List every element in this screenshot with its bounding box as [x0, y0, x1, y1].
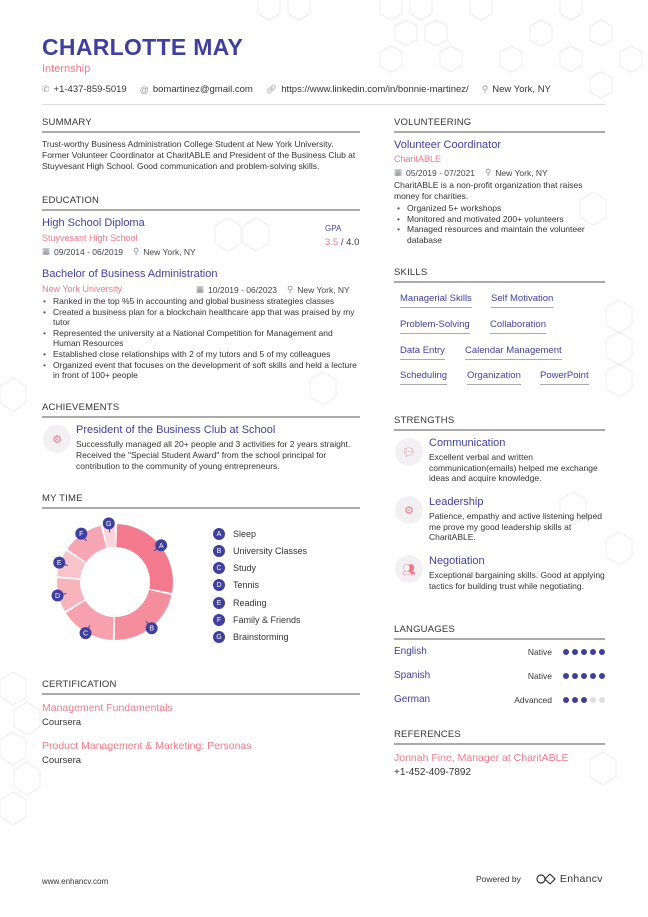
education-degree: Bachelor of Business Administration	[42, 268, 218, 280]
location-pin-icon: ⚲	[485, 167, 492, 177]
contact-email[interactable]	[140, 84, 253, 95]
skill-tag: Self Motivation	[491, 293, 553, 308]
legend-label: Tennis	[233, 580, 260, 590]
location-pin-icon: ⚲	[133, 246, 140, 256]
donut-label: C	[83, 630, 89, 638]
language-row	[394, 646, 605, 657]
skills-heading: SKILLS	[394, 267, 605, 283]
level-dot-filled	[599, 673, 605, 679]
list-item: • Established close relationships with 2 of my tutors and 5 of my colleagues	[42, 349, 360, 360]
location-text: New York, NY	[492, 84, 551, 95]
gpa-value: 3.5 / 4.0	[325, 237, 360, 248]
language-dots	[560, 649, 605, 655]
footer-powered	[476, 873, 603, 885]
legend-item	[213, 631, 289, 643]
brand-text: Enhancv	[559, 873, 603, 885]
phone-text: +1-437-859-5019	[53, 84, 127, 95]
list-item: • Managed resources and maintain the volunteer database	[396, 224, 605, 245]
level-dot-filled	[599, 649, 605, 655]
strength-text: Excellent verbal and written communication(emails) helped me exchange ideas and acquire knowledge.	[429, 452, 598, 483]
education-meta	[42, 246, 196, 257]
link-icon: 🔗︎	[265, 84, 278, 94]
achievement-title: President of the Business Club at School	[76, 424, 276, 436]
email-text: bomartinez@gmail.com	[152, 84, 253, 95]
summary-heading: SUMMARY	[42, 117, 360, 133]
gpa-score: 3.5	[325, 237, 339, 248]
gpa-label: GPA	[325, 224, 342, 233]
skill-tag: Organization	[467, 370, 521, 385]
legend-item	[213, 614, 301, 626]
legend-key: C	[213, 562, 225, 574]
gpa-max: 4.0	[346, 237, 360, 248]
contact-bar	[42, 84, 564, 95]
calendar-icon: ▦	[42, 246, 51, 256]
level-dot-filled	[581, 697, 587, 703]
donut-slice-B	[115, 590, 172, 640]
skill-tag: Managerial Skills	[400, 293, 472, 308]
education-heading: EDUCATION	[42, 195, 360, 211]
legend-item	[213, 545, 307, 557]
level-dot-filled	[590, 649, 596, 655]
skill-tag: Problem-Solving	[400, 319, 470, 334]
level-dot-empty	[599, 697, 605, 703]
legend-item	[213, 562, 256, 574]
contact-phone[interactable]	[42, 84, 127, 95]
donut-label: E	[56, 560, 62, 568]
language-row	[394, 694, 605, 705]
volunteering-heading: VOLUNTEERING	[394, 117, 605, 133]
my-time-heading: MY TIME	[42, 493, 360, 509]
language-name: Spanish	[394, 670, 431, 681]
language-level: Native	[527, 670, 552, 681]
level-dot-filled	[581, 673, 587, 679]
skill-tag: Scheduling	[400, 370, 447, 385]
list-item: • Represented the university at a National Competition for Management and Human Resources	[42, 328, 360, 349]
level-dot-filled	[590, 673, 596, 679]
language-row	[394, 670, 605, 681]
level-dot-empty	[590, 697, 596, 703]
education-meta	[196, 284, 350, 295]
reference-name: Jonnah Fine, Manager at CharitABLE	[394, 752, 569, 764]
level-dot-filled	[572, 697, 578, 703]
language-level: Advanced	[514, 694, 552, 705]
donut-label: D	[55, 593, 61, 601]
phone-icon: ✆	[42, 84, 50, 94]
donut-slice-A	[116, 524, 173, 593]
certification-title: Product Management & Marketing: Personas	[42, 740, 252, 752]
strengths-heading: STRENGTHS	[394, 415, 605, 431]
calendar-icon: ▦	[196, 284, 205, 294]
legend-key: E	[213, 597, 225, 609]
volunteering-description: CharitABLE is a non-profit organization that raises money for charities.	[394, 180, 583, 201]
education-degree: High School Diploma	[42, 217, 145, 229]
candidate-name: CHARLOTTE MAY	[42, 34, 244, 60]
level-dot-filled	[563, 697, 569, 703]
volunteering-bullets	[396, 203, 605, 245]
education-location: New York, NY	[297, 284, 350, 295]
legend-label: Study	[233, 563, 257, 573]
education-school: Stuyvesant High School	[42, 233, 138, 243]
location-pin-icon: ⚲	[287, 284, 294, 294]
contact-link[interactable]	[266, 84, 469, 95]
certification-title: Management Fundamentals	[42, 702, 173, 714]
calendar-icon: ▦	[394, 167, 403, 177]
chat-icon: 💬︎	[395, 438, 423, 466]
certification-issuer: Coursera	[42, 717, 82, 728]
language-dots	[560, 673, 605, 679]
language-dots	[560, 697, 605, 703]
donut-label: A	[158, 542, 164, 550]
candidate-role: Internship	[42, 63, 91, 75]
level-dot-filled	[572, 649, 578, 655]
achievements-heading: ACHIEVEMENTS	[42, 402, 360, 418]
reference-phone: +1-452-409-7892	[394, 767, 472, 778]
level-dot-filled	[563, 673, 569, 679]
certification-issuer: Coursera	[42, 755, 82, 766]
legend-label: Brainstorming	[233, 632, 289, 642]
language-name: German	[394, 694, 431, 705]
level-dot-filled	[581, 649, 587, 655]
language-name: English	[394, 646, 427, 657]
skill-tag: PowerPoint	[540, 370, 589, 385]
education-dates: 10/2019 - 06/2023	[208, 284, 278, 295]
donut-label: B	[149, 625, 155, 633]
certification-heading: CERTIFICATION	[42, 679, 360, 695]
legend-key: F	[213, 614, 225, 626]
volunteering-location: New York, NY	[495, 167, 548, 178]
legend-label: University Classes	[233, 546, 308, 556]
volunteering-meta	[394, 167, 548, 178]
legend-item	[213, 597, 267, 609]
list-item: • Created a business plan for a blockchain healthcare app that was praised by my tutor	[42, 307, 360, 328]
powered-by-text: Powered by	[476, 874, 521, 884]
at-icon: @	[139, 84, 149, 95]
header-divider	[42, 104, 605, 105]
education-dates: 09/2014 - 06/2019	[54, 246, 124, 257]
legend-key: A	[213, 528, 225, 540]
volunteering-title: Volunteer Coordinator	[394, 139, 502, 151]
strength-title: Leadership	[429, 496, 484, 508]
time-donut-chart	[50, 514, 180, 650]
strength-text: Patience, empathy and active listening helped me prove my good leadership skills at CharitABLE.	[429, 511, 602, 542]
list-item: • Organized event that focuses on the development of soft skills and held a lecture in front of 100+ people	[42, 360, 360, 381]
legend-label: Reading	[233, 598, 267, 608]
skill-tag: Data Entry	[400, 345, 445, 360]
education-school: New York University	[42, 284, 123, 294]
gears-icon: ⚙	[395, 496, 423, 524]
skill-tag: Collaboration	[490, 319, 546, 334]
legend-key: G	[213, 631, 225, 643]
level-dot-filled	[563, 649, 569, 655]
legend-key: D	[213, 579, 225, 591]
strength-title: Negotiation	[429, 555, 485, 567]
legend-label: Family & Friends	[233, 615, 301, 625]
enhancv-logo-icon	[535, 873, 557, 885]
contact-location	[482, 84, 551, 95]
education-location: New York, NY	[143, 246, 196, 257]
education-bullets	[42, 296, 360, 381]
languages-heading: LANGUAGES	[394, 624, 605, 640]
skill-tag: Calendar Management	[465, 345, 562, 360]
volunteering-org: CharitABLE	[394, 154, 442, 164]
references-heading: REFERENCES	[394, 729, 605, 745]
language-level: Native	[527, 646, 552, 657]
legend-label: Sleep	[233, 529, 257, 539]
strength-text: Exceptional bargaining skills. Good at applying tactics for building trust while negotiating.	[429, 570, 605, 591]
legend-item	[213, 528, 256, 540]
donut-label: G	[106, 520, 112, 528]
list-item: • Monitored and motivated 200+ volunteers	[396, 214, 605, 225]
location-pin-icon: ⚲	[481, 84, 489, 94]
summary-text: Trust-worthy Business Administration College Student at New York University. Former Volunteer Coordinator at CharitABLE and President of the Business Club at Stuyvesant High School. Good communication and problem-solving skills.	[42, 139, 356, 171]
achievement-text: Successfully managed all 20+ people and 3 activities for 2 years straight. Received the "Special Student Award" from the school principal for contribution to the community of young entrepreneurs.	[76, 439, 351, 471]
legend-key: B	[213, 545, 225, 557]
legend-item	[213, 579, 259, 591]
volunteering-dates: 05/2019 - 07/2021	[406, 167, 476, 178]
strength-title: Communication	[429, 437, 506, 449]
list-item: • Ranked in the top %5 in accounting and global business strategies classes	[42, 296, 360, 307]
donut-label: F	[79, 531, 84, 539]
list-item: • Organized 5+ workshops	[396, 203, 605, 214]
people-icon: 👥︎	[395, 555, 423, 583]
level-dot-filled	[572, 673, 578, 679]
link-text: https://www.linkedin.com/in/bonnie-martinez/	[281, 84, 469, 95]
footer-site[interactable]: www.enhancv.com	[42, 877, 109, 886]
gears-icon: ⚙	[43, 425, 71, 453]
